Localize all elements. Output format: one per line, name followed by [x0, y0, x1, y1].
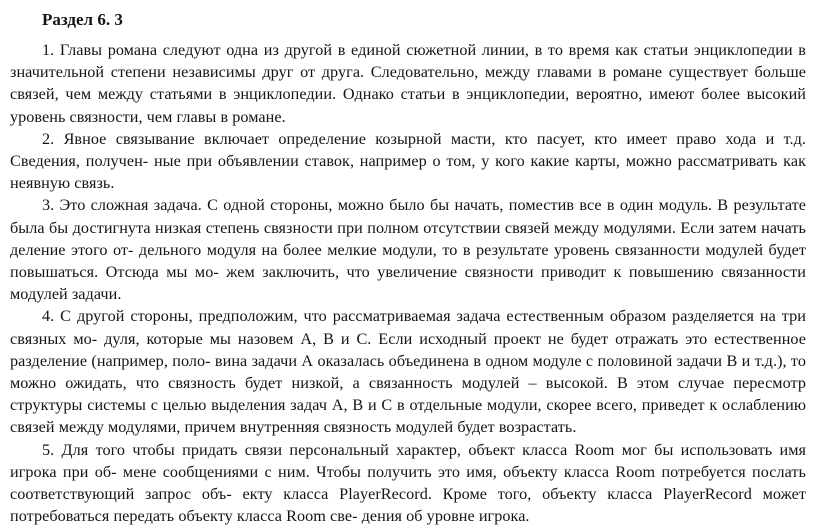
document-page: [10, 9, 806, 527]
paragraph-4: 4. С другой стороны, предположим, что рассматриваемая задача естественным образом разделяется на три связных мо- дуля, которые мы назовем А, В и С. Если исходный проект не будет отражать это естественное разделение (например, поло- вина задачи А оказалась объединена в одном модуле с половиной задачи В и т.д.), то можно ожидать, что связность будет низкой, а связанность модулей – высокой. В этом случае пересмотр структуры системы с целью выделения задач А, В и С в отдельные модули, скорее всего, приведет к ослаблению связей между модулями, причем внутренняя связность модулей будет возрастать.: [10, 307, 806, 437]
paragraph-1: 1. Главы романа следуют одна из другой в единой сюжетной линии, в то время как статьи энциклопедии в значительной степени независимы друг от друга. Следовательно, между главами в романе существует больше связей, чем между статьями в энциклопедии. Однако статьи в энциклопедии, вероятно, имеют более высокий уровень связности, чем главы в романе.: [10, 41, 806, 126]
paragraph-2: 2. Явное связывание включает определение козырной масти, кто пасует, кто имеет право хода и т.д. Сведения, получен- ные при объявлении ставок, например о том, у кого какие карты, можно рассматривать как неявную связь.: [10, 129, 806, 193]
section-heading: Раздел 6. 3: [42, 10, 123, 29]
paragraph-5: 5. Для того чтобы придать связи персональный характер, объект класса Room мог бы использовать имя игрока при об- мене сообщениями с ним. Чтобы получить это имя, объекту класса Room потребуется послать соответствующий запрос объ- екту класса PlayerRecord. Кроме того, объекту класса PlayerRecord может потребоваться передать объекту класса Room све- дения об уровне игрока.: [10, 440, 806, 526]
paragraph-3: 3. Это сложная задача. С одной стороны, можно было бы начать, поместив все в один модуль. В результате была бы достигнута низкая степень связности при полном отсутствии связей между модулями. Если затем начать деление этого от- дельного модуля на более мелкие модули, то в результате уровень связанности модулей будет повышаться. Отсюда мы мо- жем заключить, что увеличение связности приводит к повышению связанности модулей задачи.: [10, 196, 806, 304]
